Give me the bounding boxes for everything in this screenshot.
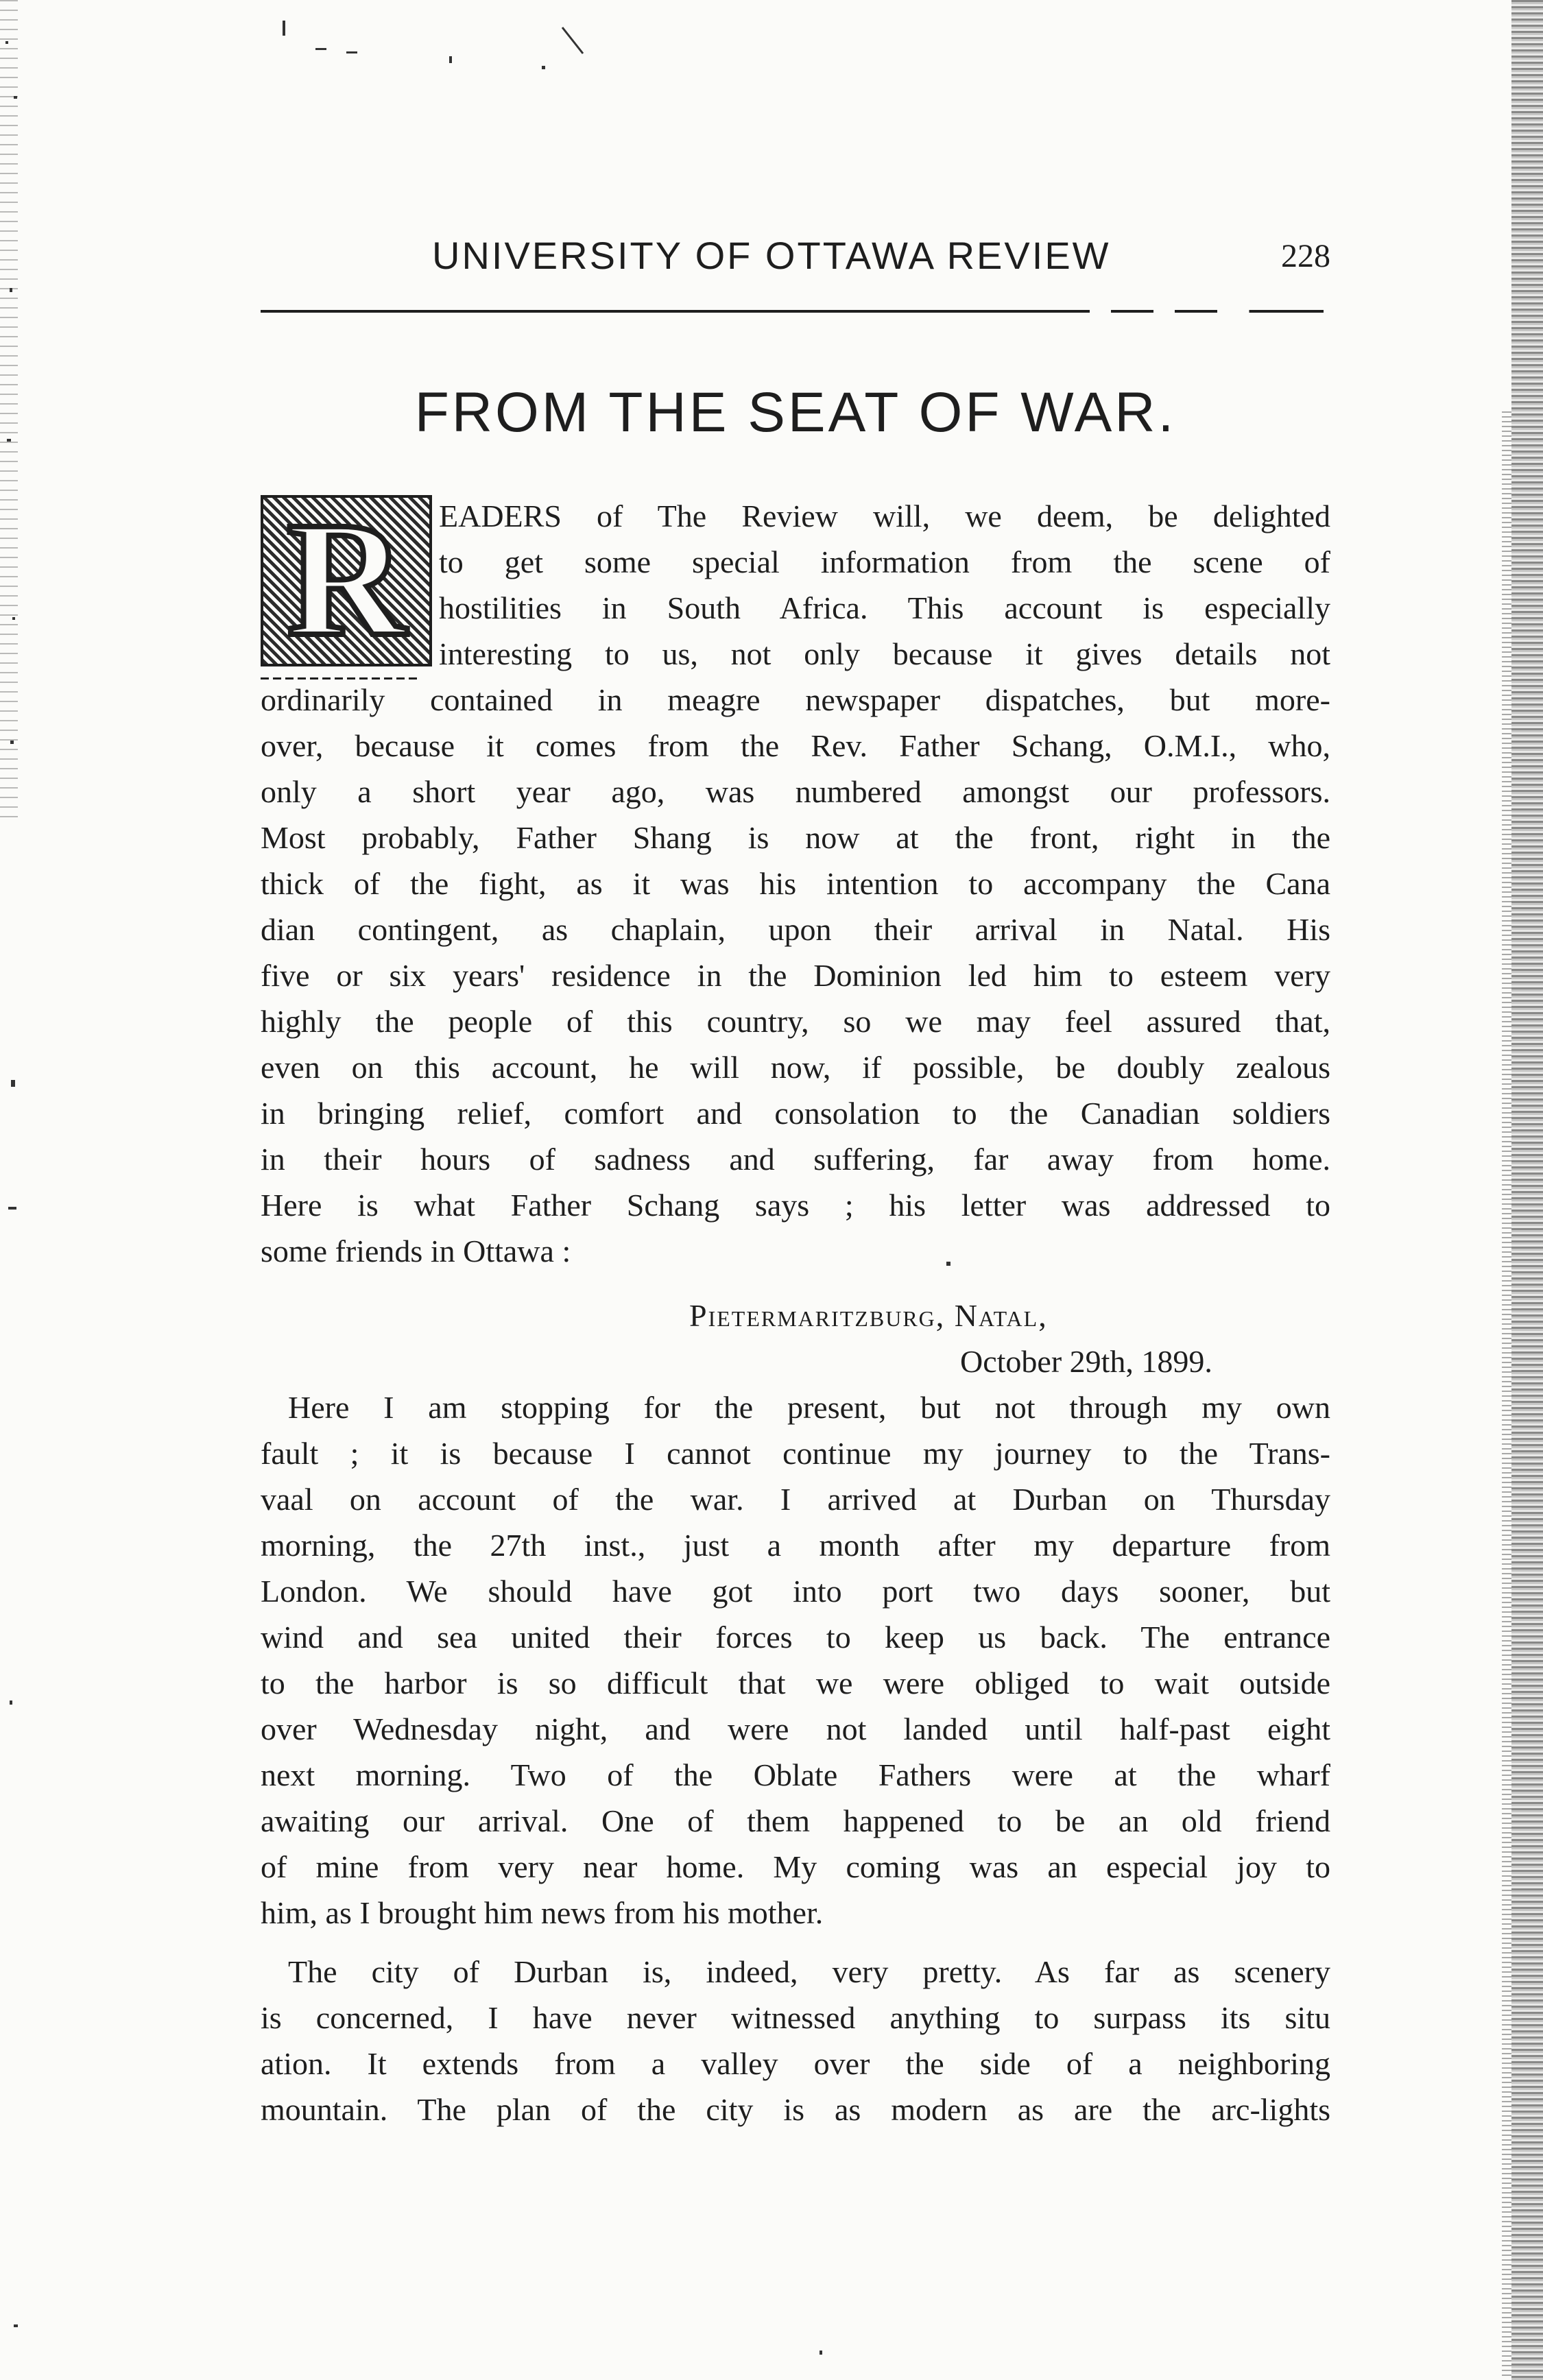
- intro-line: to get some special information from the scene of: [439, 544, 1330, 579]
- letter-place: Pietermaritzburg, Natal,: [689, 1298, 1048, 1333]
- letter-line: him, as I brought him news from his mother.: [261, 1895, 824, 1930]
- header-rule: [261, 310, 1324, 313]
- intro-line: even on this account, he will now, if possible, be doubly zealous: [261, 1050, 1330, 1085]
- letter-line: to the harbor is so difficult that we were obliged to wait outside: [261, 1666, 1330, 1700]
- letter-line: Here I am stopping for the present, but not through my own: [288, 1390, 1330, 1425]
- letter-line: ation. It extends from a valley over the side of a neighboring: [261, 2046, 1330, 2081]
- letter-line: morning, the 27th inst., just a month after my departure from: [261, 1528, 1330, 1563]
- letter-line: mountain. The plan of the city is as modern as are the arc-lights: [261, 2092, 1330, 2127]
- intro-line: five or six years' residence in the Dominion led him to esteem very: [261, 958, 1330, 993]
- letter-line: of mine from very near home. My coming was an especial joy to: [261, 1849, 1330, 1884]
- letter-line: fault ; it is because I cannot continue my journey to the Trans-: [261, 1436, 1330, 1471]
- letter-line: awaiting our arrival. One of them happened to be an old friend: [261, 1803, 1330, 1838]
- letter-line: London. We should have got into port two days sooner, but: [261, 1574, 1330, 1609]
- intro-line: in their hours of sadness and suffering, far away from home.: [261, 1142, 1330, 1177]
- intro-line: hostilities in South Africa. This account is especially: [439, 590, 1330, 625]
- page-number: 228: [1281, 238, 1330, 274]
- intro-line: only a short year ago, was numbered amongst our professors.: [261, 774, 1330, 809]
- intro-line: Most probably, Father Shang is now at the front, right in the: [261, 820, 1330, 855]
- letter-line: wind and sea united their forces to keep us back. The entrance: [261, 1620, 1330, 1655]
- ornamental-dropcap: [261, 488, 432, 670]
- letter-line: over Wednesday night, and were not landed until half-past eight: [261, 1711, 1330, 1746]
- intro-line: ordinarily contained in meagre newspaper dispatches, but more-: [261, 682, 1330, 717]
- intro-line: thick of the fight, as it was his intention to accompany the Cana: [261, 866, 1330, 901]
- intro-line: dian contingent, as chaplain, upon their arrival in Natal. His: [261, 912, 1330, 947]
- letter-line: vaal on account of the war. I arrived at Durban on Thursday: [261, 1482, 1330, 1517]
- intro-line: interesting to us, not only because it gives details not: [439, 636, 1330, 671]
- page-header: [261, 233, 1330, 295]
- running-title: UNIVERSITY OF OTTAWA REVIEW: [432, 234, 1111, 277]
- letter-line: The city of Durban is, indeed, very pretty. As far as scenery: [288, 1954, 1330, 1989]
- dropcap-underline: [261, 677, 418, 680]
- dropcap-letter: R: [287, 488, 406, 670]
- letter-line: next morning. Two of the Oblate Fathers were at the wharf: [261, 1757, 1330, 1792]
- intro-line: some friends in Ottawa :: [261, 1234, 571, 1269]
- intro-line: Here is what Father Schang says ; his letter was addressed to: [261, 1188, 1330, 1223]
- intro-line: over, because it comes from the Rev. Father Schang, O.M.I., who,: [261, 728, 1330, 763]
- letter-line: is concerned, I have never witnessed anything to surpass its situ: [261, 2000, 1330, 2035]
- article-title: FROM THE SEAT OF WAR.: [414, 381, 1177, 444]
- intro-line: in bringing relief, comfort and consolation to the Canadian soldiers: [261, 1096, 1330, 1131]
- intro-line: highly the people of this country, so we may feel assured that,: [261, 1004, 1330, 1039]
- intro-line: EADERS of The Review will, we deem, be delighted: [439, 498, 1330, 533]
- letter-date: October 29th, 1899.: [960, 1344, 1212, 1379]
